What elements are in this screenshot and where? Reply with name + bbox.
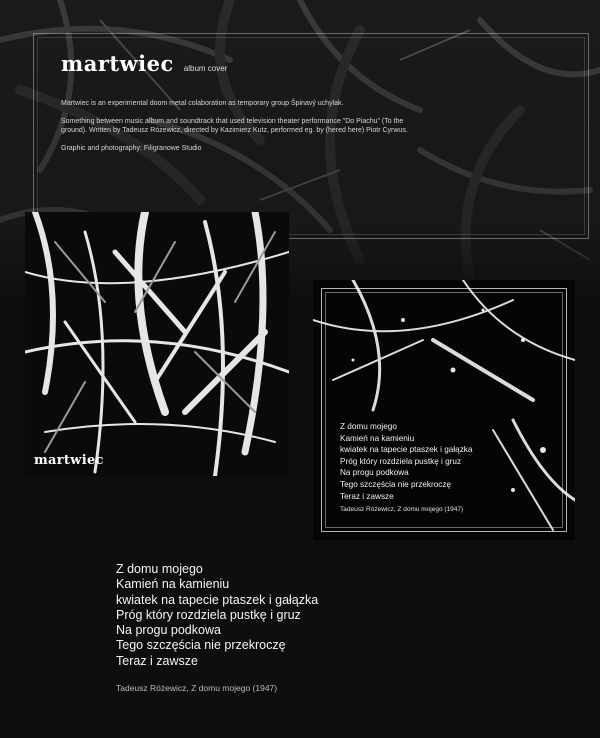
back-cover-poem	[340, 421, 472, 502]
cover-logo: martwiec	[34, 453, 104, 468]
front-cover-image	[25, 212, 289, 476]
description-paragraph: Something between music album and soundtrack that used television theater performance "Do Piachu" (To the ground). Written by Tadeusz Różewicz, directed by Kazimierz Kutz, performed eg. by (hered here) Piotr Cyrwus.	[61, 118, 408, 134]
back-poem-line: Próg który rozdziela pustkę i gruz	[340, 456, 462, 466]
poem-line: Teraz i zawsze	[116, 653, 198, 668]
back-poem-line: Teraz i zawsze	[340, 491, 394, 501]
header	[61, 51, 227, 76]
back-poem-line: Kamień na kamieniu	[340, 433, 415, 443]
poem-line: Próg który rozdziela pustkę i gruz	[116, 607, 301, 622]
description	[61, 99, 421, 162]
poem-credit: Tadeusz Różewicz, Z domu mojego (1947)	[116, 683, 278, 693]
page-title: martwiec	[61, 51, 174, 76]
back-cover-image	[313, 280, 575, 540]
back-poem-line: Z domu mojego	[340, 422, 397, 431]
page-subtitle: album cover	[183, 64, 228, 73]
poem-line: Kamień na kamieniu	[116, 577, 230, 592]
description-paragraph: Martwiec is an experimental doom metal colaboration as temporary group Špinavý uchylak.	[61, 100, 344, 107]
poem-line: kwiatek na tapecie ptaszek i gałązka	[116, 592, 319, 607]
poem	[116, 562, 318, 669]
poem-line: Na progu podkowa	[116, 623, 221, 638]
credits-paragraph: Graphic and photography: Filigranowe Studio	[61, 145, 202, 152]
back-cover-credit: Tadeusz Różewicz, Z domu mojego (1947)	[340, 506, 464, 513]
back-poem-line: Tego szczęścia nie przekroczę	[340, 479, 452, 489]
poem-line: Tego szczęścia nie przekroczę	[116, 638, 286, 653]
back-poem-line: kwiatek na tapecie ptaszek i gałązka	[340, 445, 473, 455]
back-poem-line: Na progu podkowa	[340, 468, 409, 478]
poem-line: Z domu mojego	[116, 562, 203, 576]
